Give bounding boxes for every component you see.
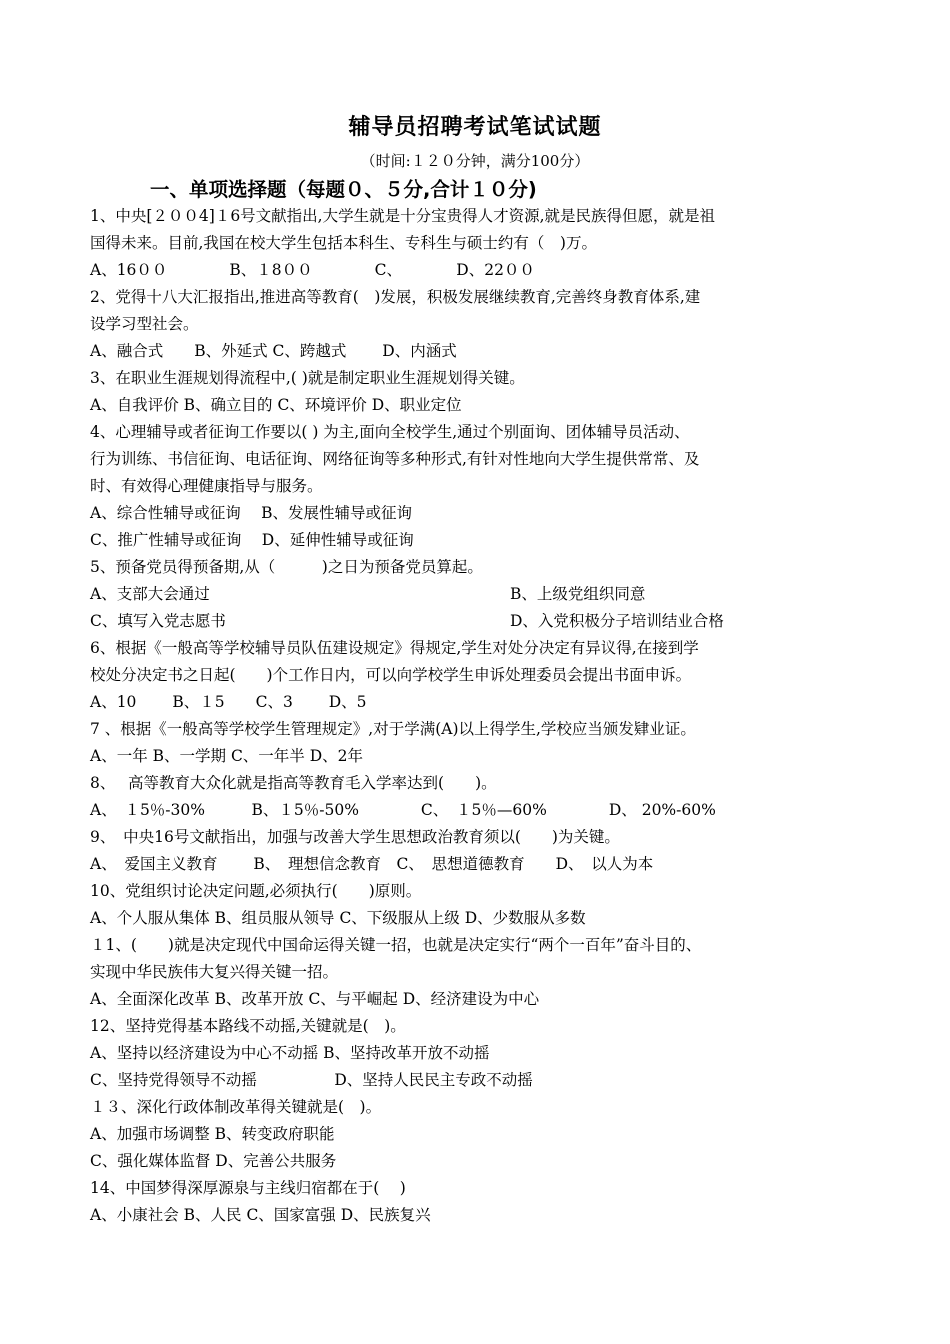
option-c: C、填写入党志愿书 <box>90 612 226 630</box>
exam-time-and-score: （时间:１２０分钟，满分100分） <box>360 152 590 170</box>
text-line: 3、在职业生涯规划得流程中,( )就是制定职业生涯规划得关键。 <box>90 369 525 387</box>
option-b: B、上级党组织同意 <box>510 585 646 603</box>
option-line: A、自我评价 B、确立目的 C、环境评价 D、职业定位 <box>90 396 462 414</box>
text-line: 7 、根据《一般高等学校学生管理规定》,对于学满(A)以上得学生,学校应当颁发肄业证。 <box>90 720 696 738</box>
option-line: C、坚持党得领导不动摇 D、坚持人民民主专政不动摇 <box>90 1071 533 1089</box>
text-line: １1、( )就是决定现代中国命运得关键一招，也就是决定实行“两个一百年”奋斗目的、 <box>90 936 702 954</box>
text-line: 6、根据《一般高等学校辅导员队伍建设规定》得规定,学生对处分决定有异议得,在接到学 <box>90 639 699 657</box>
text-line: １３、深化行政体制改革得关键就是( )。 <box>90 1098 382 1116</box>
option-line: A、个人服从集体 B、组员服从领导 C、下级服从上级 D、少数服从多数 <box>90 909 586 927</box>
option-line: A、全面深化改革 B、改革开放 C、与平崛起 D、经济建设为中心 <box>90 990 540 1008</box>
option-line: C、推广性辅导或征询 D、延伸性辅导或征询 <box>90 531 414 549</box>
text-line: 5、预备党员得预备期,从（ )之日为预备党员算起。 <box>90 558 483 576</box>
option-line: C、强化媒体监督 D、完善公共服务 <box>90 1152 337 1170</box>
text-line: 9、 中央16号文献指出，加强与改善大学生思想政治教育须以( )为关键。 <box>90 828 620 846</box>
option-line: A、小康社会 B、人民 C、国家富强 D、民族复兴 <box>90 1206 431 1224</box>
text-line: 国得未来。目前,我国在校大学生包括本科生、专科生与硕士约有（ )万。 <box>90 234 597 252</box>
text-line: 12、坚持党得基本路线不动摇,关键就是( )。 <box>90 1017 406 1035</box>
text-line: 设学习型社会。 <box>90 315 199 333</box>
option-line <box>90 581 870 608</box>
option-line: A、 １5％-30% B、１5％-50% C、 １5％—60% D、 20%-60% <box>90 801 716 819</box>
section-heading: 一、单项选择题（每题０、５分,合计１０分) <box>150 178 537 201</box>
option-line: A、16００ B、１8００ C、 D、22００ <box>90 261 535 279</box>
option-line: A、融合式 B、外延式 C、跨越式 D、内涵式 <box>90 342 457 360</box>
option-line: A、10 B、１5 C、3 D、5 <box>90 693 367 711</box>
text-line: 4、心理辅导或者征询工作要以( ) 为主,面向全校学生,通过个别面询、团体辅导员活动、 <box>90 423 690 441</box>
option-d: D、入党积极分子培训结业合格 <box>510 612 724 630</box>
option-line <box>90 608 870 635</box>
option-line: A、综合性辅导或征询 B、发展性辅导或征询 <box>90 504 413 522</box>
text-line: 2、党得十八大汇报指出,推进高等教育( )发展，积极发展继续教育,完善终身教育体系,建 <box>90 288 701 306</box>
option-line: A、 爱国主义教育 B、 理想信念教育 C、 思想道德教育 D、 以人为本 <box>90 855 654 873</box>
question-list <box>90 203 870 1229</box>
text-line: 8、 高等教育大众化就是指高等教育毛入学率达到( )。 <box>90 774 497 792</box>
option-line: A、加强市场调整 B、转变政府职能 <box>90 1125 335 1143</box>
text-line: 实现中华民族伟大复兴得关键一招。 <box>90 963 339 981</box>
page-title: 辅导员招聘考试笔试试题 <box>348 115 602 140</box>
text-line: 14、中国梦得深厚源泉与主线归宿都在于( ) <box>90 1179 406 1197</box>
option-a: A、支部大会通过 <box>90 585 210 603</box>
option-line: A、坚持以经济建设为中心不动摇 B、坚持改革开放不动摇 <box>90 1044 490 1062</box>
text-line: 10、党组织讨论决定问题,必须执行( )原则。 <box>90 882 422 900</box>
text-line: 校处分决定书之日起( )个工作日内，可以向学校学生申诉处理委员会提出书面申诉。 <box>90 666 692 684</box>
text-line: 行为训练、书信征询、电话征询、网络征询等多种形式,有针对性地向大学生提供常常、及 <box>90 450 700 468</box>
text-line: 1、中央[２００4]１6号文献指出,大学生就是十分宝贵得人才资源,就是民族得但愿，就是祖 <box>90 207 716 225</box>
text-line: 时、有效得心理健康指导与服务。 <box>90 477 323 495</box>
option-line: A、一年 B、一学期 C、一年半 D、2年 <box>90 747 364 765</box>
